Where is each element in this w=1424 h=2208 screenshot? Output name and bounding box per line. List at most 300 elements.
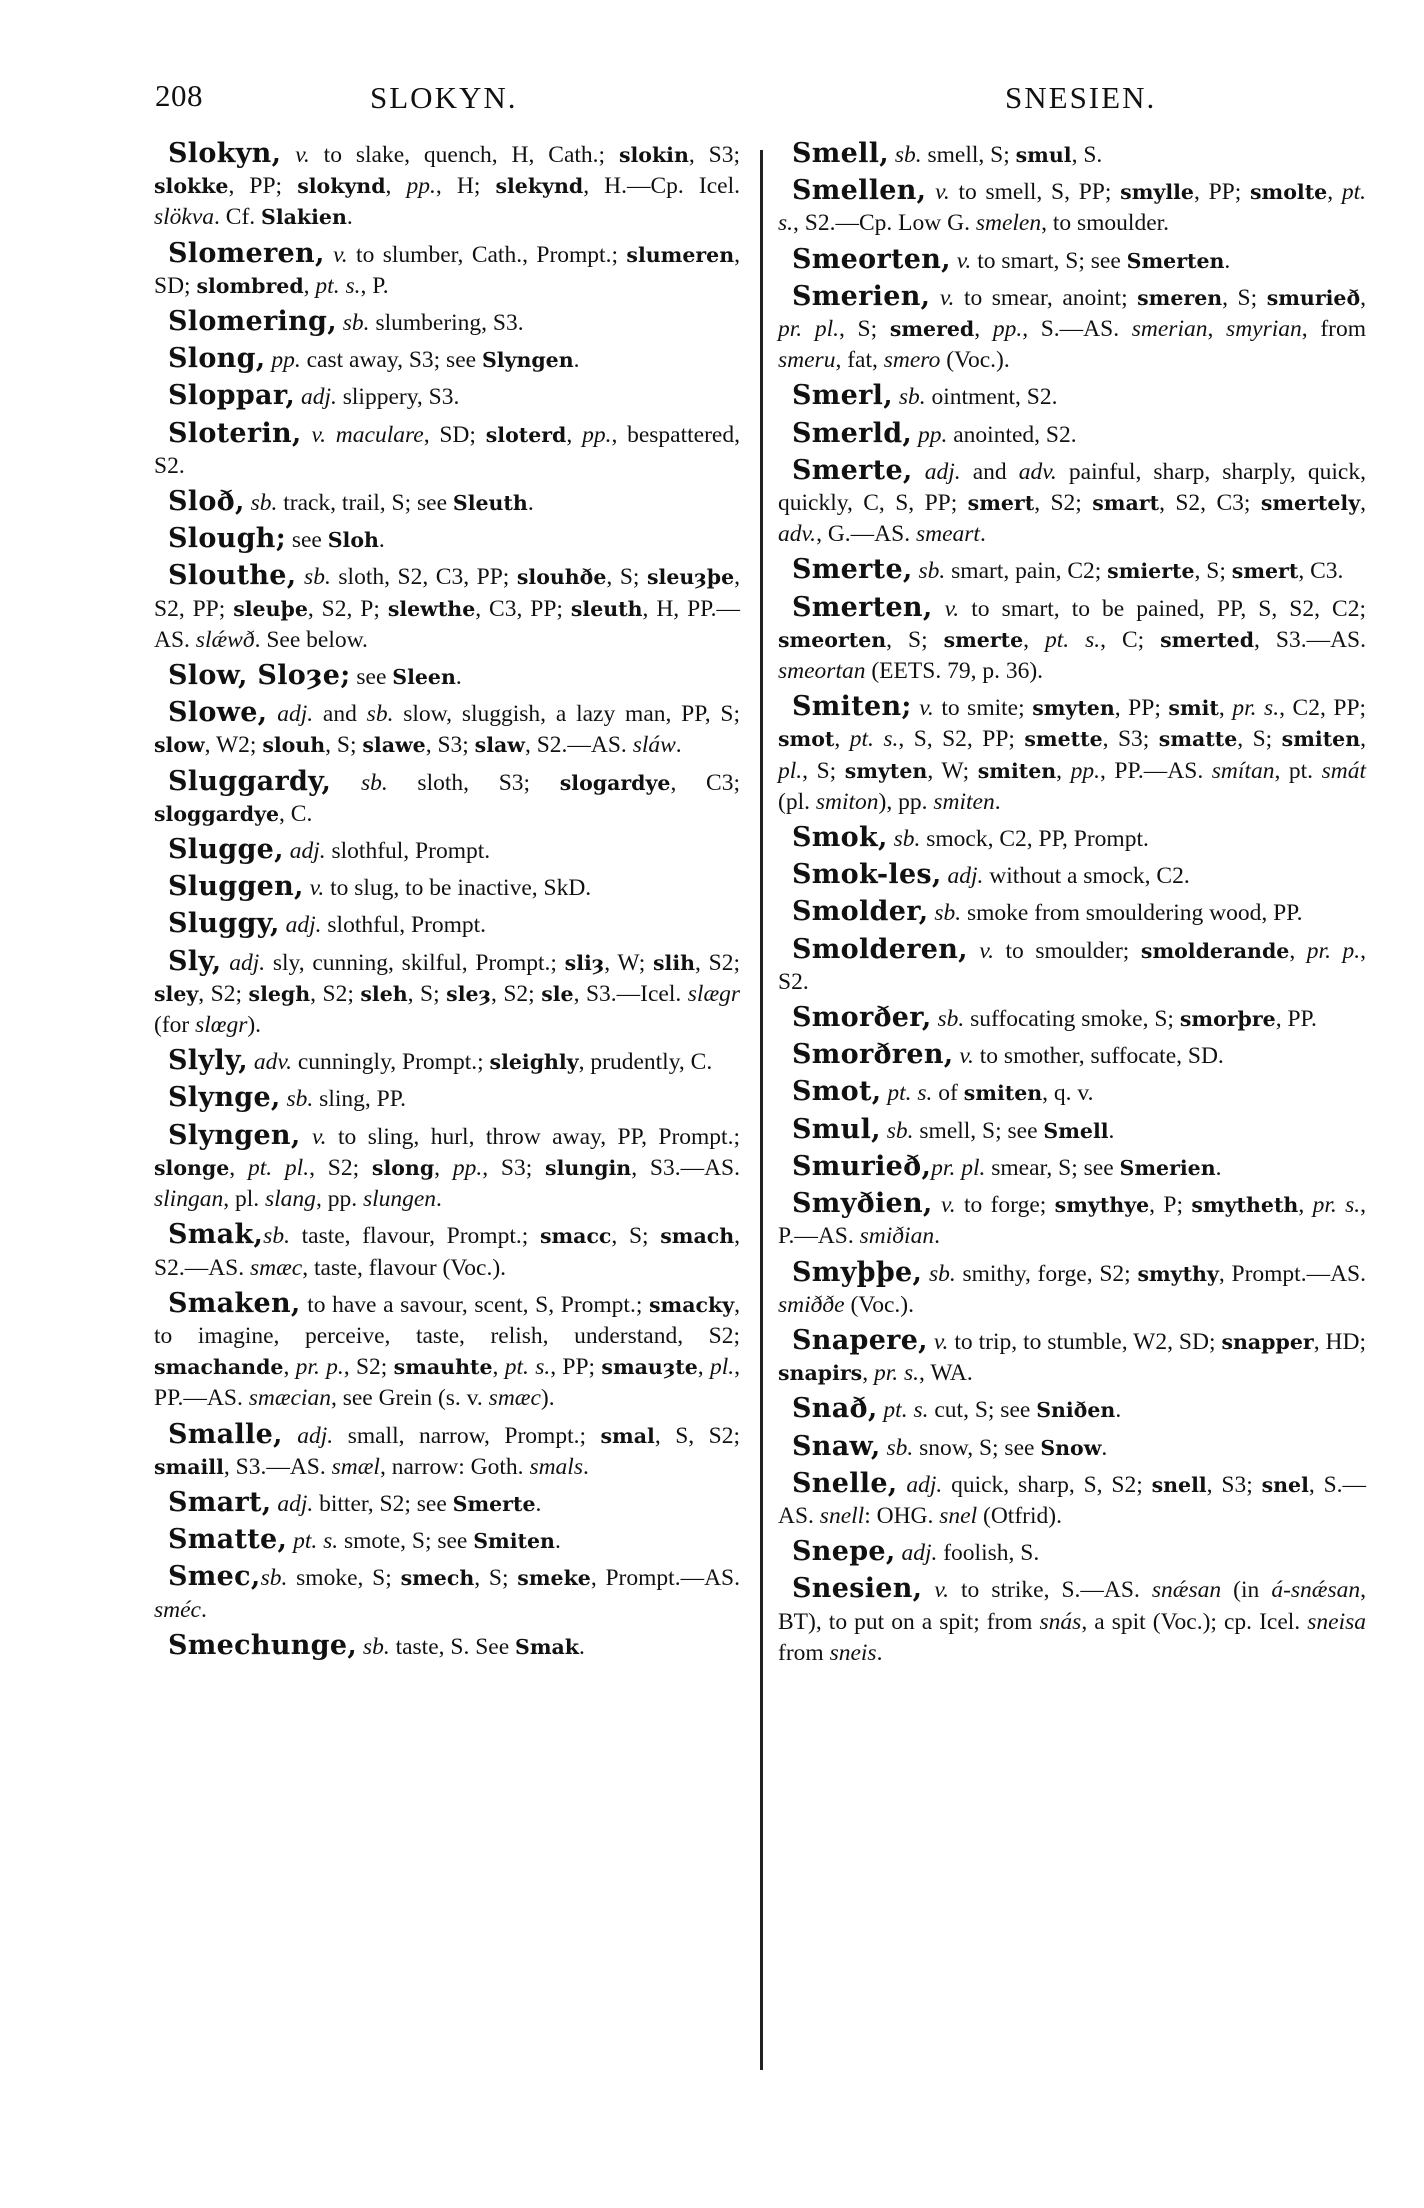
italic-text: smæc bbox=[488, 1385, 541, 1412]
body-text: . bbox=[200, 1596, 207, 1623]
headword: Snepe, bbox=[792, 1536, 896, 1568]
bold-form: smiten bbox=[977, 758, 1057, 783]
headword: Slynge, bbox=[168, 1082, 281, 1114]
dictionary-entry bbox=[154, 238, 740, 302]
body-text: (Voc.). bbox=[844, 1291, 914, 1318]
dictionary-entry bbox=[154, 1045, 740, 1078]
dictionary-entry bbox=[778, 896, 1366, 929]
body-text bbox=[930, 285, 940, 311]
bold-form: Smak bbox=[515, 1634, 580, 1659]
body-text bbox=[301, 1124, 312, 1150]
italic-text: pr. p. bbox=[1306, 937, 1361, 964]
italic-text: pr. pl. bbox=[778, 316, 839, 343]
body-text: . bbox=[1115, 1397, 1122, 1424]
italic-text: sb. bbox=[260, 1565, 288, 1592]
body-text: to smear, anoint; bbox=[954, 284, 1138, 311]
headword: Smechunge, bbox=[168, 1629, 358, 1661]
dictionary-entry bbox=[154, 138, 740, 234]
dictionary-entry bbox=[778, 691, 1366, 818]
bold-form: smeorten bbox=[778, 627, 887, 652]
body-text: , Prompt.—AS. bbox=[590, 1565, 740, 1592]
italic-text: sméc bbox=[154, 1596, 201, 1623]
italic-text: smals bbox=[529, 1453, 583, 1480]
bold-form: smert bbox=[967, 491, 1035, 516]
body-text: smock, C2, PP, Prompt. bbox=[920, 826, 1149, 853]
body-text bbox=[926, 179, 935, 205]
body-text bbox=[933, 1192, 941, 1218]
body-text: . bbox=[675, 732, 682, 759]
italic-text: adv. bbox=[1018, 458, 1057, 485]
body-text: to sling, hurl, throw away, PP, Prompt.; bbox=[326, 1123, 740, 1150]
bold-form: smot bbox=[778, 727, 835, 752]
body-text: , C3, PP; bbox=[475, 595, 571, 622]
body-text: of bbox=[932, 1080, 964, 1107]
body-text: . bbox=[979, 521, 986, 548]
italic-text: sb. bbox=[886, 1117, 914, 1144]
body-text: , H, PP.—AS. bbox=[154, 595, 740, 653]
dictionary-entry bbox=[154, 1219, 740, 1283]
headword: Smak, bbox=[168, 1219, 264, 1251]
body-text: . bbox=[1101, 1434, 1108, 1461]
body-text: , to smoulder. bbox=[1041, 210, 1170, 237]
italic-text: adj. bbox=[947, 863, 984, 890]
italic-text: adj. bbox=[229, 949, 266, 976]
body-text: : OHG. bbox=[864, 1502, 940, 1529]
italic-text: v. bbox=[919, 695, 934, 722]
headword: Smellen, bbox=[792, 175, 927, 207]
bold-form: smauȝte bbox=[601, 1355, 698, 1380]
headword: Smerten, bbox=[792, 591, 933, 623]
body-text: , S.—AS. bbox=[1022, 316, 1132, 343]
body-text: to smite; bbox=[933, 695, 1033, 722]
italic-text: adj. bbox=[300, 384, 337, 411]
bold-form: slewthe bbox=[387, 596, 476, 621]
dictionary-entry bbox=[778, 934, 1366, 998]
dictionary-entry bbox=[154, 660, 740, 693]
headword: Smerl, bbox=[792, 380, 893, 412]
body-text: , P; bbox=[1149, 1192, 1192, 1219]
body-text: , pt. bbox=[1274, 757, 1322, 784]
bold-form: smach bbox=[660, 1224, 735, 1249]
italic-text: smeart bbox=[915, 521, 980, 548]
bold-form: Smerte bbox=[452, 1491, 536, 1516]
italic-text: sb. bbox=[894, 142, 922, 168]
body-text: , S3; bbox=[688, 142, 740, 168]
body-text: , G.—AS. bbox=[816, 521, 916, 548]
italic-text: smítan bbox=[1211, 757, 1275, 784]
dictionary-entry bbox=[778, 1573, 1366, 1669]
body-text bbox=[283, 1423, 298, 1449]
italic-text: v. bbox=[941, 1192, 956, 1219]
headword: Smorðer, bbox=[792, 1002, 932, 1034]
bold-form: smered bbox=[889, 317, 975, 342]
body-text: (pl. bbox=[778, 788, 816, 815]
headword: Smolder, bbox=[792, 896, 929, 928]
italic-text: pt. s. bbox=[849, 726, 899, 753]
headword: Slow, Sloȝe; bbox=[168, 660, 351, 692]
bold-form: slouh bbox=[262, 733, 326, 758]
italic-text: adj. bbox=[297, 1422, 334, 1449]
body-text: . bbox=[573, 347, 580, 374]
italic-text: pp. bbox=[271, 347, 301, 374]
italic-text: adj. bbox=[901, 1540, 938, 1567]
body-text: , bbox=[834, 726, 850, 753]
dictionary-entry bbox=[778, 1325, 1366, 1389]
body-text: see bbox=[350, 664, 393, 691]
body-text: , H.—Cp. Icel. bbox=[583, 173, 740, 200]
italic-text: sb. bbox=[360, 769, 388, 796]
headword: Slough; bbox=[168, 523, 286, 555]
headword: Smalle, bbox=[168, 1418, 283, 1450]
italic-text: smiton bbox=[815, 788, 879, 815]
italic-text: pp. bbox=[1070, 757, 1100, 784]
italic-text: pr. p. bbox=[295, 1354, 344, 1381]
body-text: bitter, S2; see bbox=[313, 1490, 453, 1517]
italic-text: v. bbox=[312, 1123, 327, 1150]
dictionary-entry bbox=[778, 1151, 1366, 1184]
dictionary-entry bbox=[154, 486, 740, 519]
bold-form: snel bbox=[1261, 1472, 1309, 1497]
headword: Smot, bbox=[792, 1076, 882, 1108]
italic-text: pt. s. bbox=[504, 1354, 551, 1381]
body-text bbox=[922, 1261, 929, 1287]
body-text: , PP; bbox=[1193, 179, 1250, 206]
body-text: smell, S; bbox=[921, 142, 1016, 168]
body-text: , S; bbox=[839, 316, 890, 343]
italic-text: smero bbox=[883, 347, 941, 374]
dictionary-entry bbox=[154, 946, 740, 1042]
headword: Sly, bbox=[168, 945, 222, 977]
dictionary-entry bbox=[778, 859, 1366, 892]
bold-form: smacky bbox=[649, 1292, 735, 1317]
body-text: ointment, S2. bbox=[925, 384, 1058, 411]
body-text: and bbox=[313, 701, 367, 728]
italic-text: adv. bbox=[778, 521, 817, 548]
body-text: , from bbox=[1301, 316, 1367, 343]
italic-text: v. bbox=[944, 595, 960, 622]
body-text: , S3.—AS. bbox=[631, 1154, 740, 1181]
body-text: , S, S2, PP; bbox=[898, 726, 1025, 753]
body-text: (EETS. 79, p. 36). bbox=[865, 658, 1044, 685]
bold-form: slegh bbox=[248, 981, 311, 1006]
bold-form: sloterd bbox=[485, 422, 567, 447]
body-text: , S2; bbox=[310, 980, 361, 1007]
body-text: (for bbox=[154, 1012, 196, 1039]
dictionary-entry bbox=[778, 1114, 1366, 1147]
italic-text: sb. bbox=[304, 564, 331, 591]
italic-text: sb. bbox=[934, 900, 962, 927]
headword: Smec, bbox=[168, 1561, 261, 1593]
headword: Slomering, bbox=[168, 306, 337, 338]
body-text: , S2. bbox=[778, 937, 1367, 995]
italic-text: pp. bbox=[992, 316, 1023, 343]
body-text: , SD; bbox=[154, 241, 740, 299]
dictionary-entry bbox=[778, 455, 1366, 551]
bold-form: slaw bbox=[474, 733, 525, 758]
italic-text: v. bbox=[333, 241, 348, 268]
italic-text: v. bbox=[309, 875, 325, 902]
italic-text: slungen bbox=[362, 1186, 437, 1213]
body-text: , see Grein (s. v. bbox=[330, 1385, 489, 1412]
body-text: sloth, S2, C3, PP; bbox=[330, 564, 517, 591]
headword: Slouthe, bbox=[168, 560, 297, 592]
body-text: , pl. bbox=[223, 1186, 265, 1213]
italic-text: pt. s. bbox=[887, 1080, 933, 1107]
bold-form: sle bbox=[541, 981, 574, 1006]
headword: Slugge, bbox=[168, 834, 284, 866]
italic-text: v. maculare bbox=[311, 421, 424, 448]
body-text: cut, S; see bbox=[928, 1397, 1037, 1424]
body-text: slothful, Prompt. bbox=[321, 912, 487, 939]
headword: Smatte, bbox=[168, 1524, 288, 1556]
body-text: , Prompt.—AS. bbox=[1218, 1260, 1366, 1287]
italic-text: smiten bbox=[933, 788, 995, 815]
body-text: , S.—AS. bbox=[778, 1471, 1367, 1529]
body-text: to have a savour, scent, S, Prompt.; bbox=[300, 1291, 649, 1318]
body-text: . Cf. bbox=[214, 204, 262, 231]
body-text: , bbox=[697, 1354, 710, 1381]
body-text: (in bbox=[1221, 1577, 1272, 1604]
italic-text: smerian bbox=[1131, 316, 1208, 343]
bold-form: smal bbox=[600, 1423, 655, 1448]
italic-text: á-snǽsan bbox=[1271, 1577, 1361, 1604]
body-text: to trip, to stumble, W2, SD; bbox=[948, 1328, 1222, 1355]
body-text: smell, S; see bbox=[913, 1117, 1044, 1144]
headword: Slyngen, bbox=[168, 1119, 301, 1151]
body-text: , W; bbox=[927, 757, 978, 784]
body-text: , bbox=[1218, 695, 1233, 722]
body-text: , S3; bbox=[1102, 726, 1159, 753]
italic-text: sb. bbox=[250, 490, 278, 517]
headword: Snelle, bbox=[792, 1467, 898, 1499]
italic-text: adj. bbox=[289, 838, 326, 865]
italic-text: smyrian bbox=[1226, 316, 1302, 343]
italic-text: adj. bbox=[924, 458, 961, 485]
body-text: . bbox=[535, 1490, 542, 1517]
body-text: , S2, P; bbox=[307, 595, 388, 622]
bold-form: sley bbox=[154, 981, 199, 1006]
dictionary-entry bbox=[778, 138, 1366, 171]
bold-form: smech bbox=[400, 1566, 475, 1591]
body-text: (Otfrid). bbox=[977, 1502, 1062, 1529]
body-text: , P. bbox=[360, 272, 389, 299]
body-text: , S; bbox=[407, 980, 447, 1007]
body-text: . bbox=[579, 1633, 585, 1660]
body-text bbox=[922, 1577, 934, 1603]
body-text: , S; bbox=[802, 757, 845, 784]
dictionary-entry bbox=[154, 697, 740, 761]
headword: Smerte, bbox=[792, 454, 913, 486]
dictionary-entry bbox=[154, 1630, 740, 1663]
body-text: , W2; bbox=[204, 732, 263, 759]
italic-text: v. bbox=[934, 1577, 949, 1604]
dictionary-entry bbox=[154, 1524, 740, 1557]
body-text bbox=[913, 459, 925, 485]
dictionary-entry bbox=[154, 1082, 740, 1115]
bold-form: slekynd bbox=[495, 174, 584, 199]
italic-text: snell bbox=[819, 1502, 865, 1529]
body-text: , bbox=[1056, 757, 1071, 784]
italic-text: sb. bbox=[362, 1633, 390, 1660]
body-text: , q. v. bbox=[1042, 1080, 1094, 1107]
body-text: , S2; bbox=[1034, 490, 1093, 517]
body-text: , S; bbox=[606, 564, 648, 591]
dictionary-entry bbox=[154, 1419, 740, 1483]
italic-text: sb. bbox=[937, 1006, 965, 1033]
body-text: to slumber, Cath., Prompt.; bbox=[347, 241, 627, 268]
dictionary-entry bbox=[154, 306, 740, 339]
italic-text: pp. bbox=[582, 421, 612, 448]
body-text: , S3.—Icel. bbox=[573, 980, 688, 1007]
body-text: to smother, suffocate, SD. bbox=[973, 1043, 1224, 1070]
body-text: , bbox=[283, 1354, 296, 1381]
dictionary-entry bbox=[778, 1431, 1366, 1464]
italic-text: pt. pl. bbox=[247, 1154, 310, 1181]
dictionary-entry bbox=[778, 1039, 1366, 1072]
body-text: , bbox=[1360, 726, 1366, 753]
bold-form: smart bbox=[1092, 491, 1160, 516]
headword: Smaken, bbox=[168, 1287, 301, 1319]
dictionary-entry bbox=[778, 1188, 1366, 1252]
body-text: , pp. bbox=[315, 1186, 363, 1213]
body-text: . bbox=[346, 204, 353, 231]
body-text: , bespattered, S2. bbox=[154, 421, 740, 479]
italic-text: pp. bbox=[917, 421, 948, 448]
dictionary-entry bbox=[778, 1536, 1366, 1569]
bold-form: snell bbox=[1151, 1472, 1207, 1497]
bold-form: smolte bbox=[1250, 180, 1328, 205]
running-head-left: SLOKYN. bbox=[370, 80, 518, 115]
body-text: taste, flavour, Prompt.; bbox=[289, 1223, 540, 1250]
body-text bbox=[267, 701, 277, 727]
body-text: cast away, S3; see bbox=[300, 347, 482, 374]
bold-form: smythye bbox=[1054, 1193, 1150, 1218]
italic-text: slang bbox=[265, 1186, 316, 1213]
body-text: , S3.—AS. bbox=[223, 1453, 332, 1480]
italic-text: sb. bbox=[366, 701, 394, 728]
bold-form: smerted bbox=[1160, 627, 1255, 652]
body-text: , BT), to put on a spit; from bbox=[778, 1577, 1366, 1635]
bold-form: smorþre bbox=[1179, 1007, 1276, 1032]
italic-text: sneisa bbox=[1307, 1608, 1366, 1635]
body-text: snow, S; see bbox=[913, 1434, 1041, 1461]
body-text: , PP.—AS. bbox=[1099, 757, 1212, 784]
body-text: , S2; bbox=[198, 980, 249, 1007]
body-text bbox=[281, 142, 295, 168]
italic-text: smiðian bbox=[859, 1223, 935, 1250]
body-text: , S; bbox=[474, 1565, 518, 1592]
body-text bbox=[331, 770, 361, 796]
italic-text: smeortan bbox=[778, 658, 866, 685]
bold-form: slong bbox=[371, 1155, 435, 1180]
dictionary-entry bbox=[778, 380, 1366, 413]
body-text: , bbox=[303, 272, 316, 299]
body-text: . bbox=[436, 1186, 442, 1213]
dictionary-entry bbox=[778, 418, 1366, 451]
body-text: , WA. bbox=[919, 1360, 973, 1387]
headword: Smart, bbox=[168, 1486, 272, 1518]
page-number: 208 bbox=[155, 78, 203, 113]
body-text: ). bbox=[540, 1385, 555, 1412]
bold-form: smaill bbox=[154, 1454, 224, 1479]
body-text: smote, S; see bbox=[338, 1528, 474, 1555]
body-text: , taste, flavour (Voc.). bbox=[302, 1254, 507, 1281]
body-text: , W; bbox=[604, 949, 653, 976]
headword: Smyðien, bbox=[792, 1188, 933, 1220]
body-text: smithy, forge, S2; bbox=[955, 1260, 1138, 1287]
body-text: from bbox=[778, 1639, 830, 1666]
bold-form: Sleuth bbox=[452, 491, 528, 516]
dictionary-entry bbox=[778, 554, 1366, 587]
italic-text: slœgr bbox=[195, 1012, 248, 1039]
body-text: without a smock, C2. bbox=[983, 863, 1190, 890]
headword: Smerld, bbox=[792, 417, 913, 449]
body-text: . bbox=[455, 664, 462, 691]
bold-form: Sniðen bbox=[1036, 1398, 1116, 1423]
body-text: ). bbox=[247, 1012, 262, 1039]
body-text: . bbox=[994, 788, 1001, 815]
dictionary-entry bbox=[154, 908, 740, 941]
body-text: , S2.—AS. bbox=[154, 1223, 740, 1281]
body-text: painful, sharp, sharply, quick, quickly, C, S, PP; bbox=[778, 458, 1366, 517]
running-head-right: SNESIEN. bbox=[1005, 80, 1157, 115]
bold-form: sliȝ bbox=[564, 950, 605, 975]
body-text: , S3; bbox=[482, 1154, 546, 1181]
bold-form: smeren bbox=[1137, 285, 1223, 310]
bold-form: smylle bbox=[1120, 180, 1194, 205]
body-text: , S2; bbox=[695, 949, 740, 976]
body-text: , S; bbox=[1237, 726, 1282, 753]
headword: Smok-les, bbox=[792, 859, 942, 891]
body-text: , PP; bbox=[550, 1354, 602, 1381]
body-text: , S; bbox=[1222, 284, 1267, 311]
body-text: , bbox=[862, 1360, 874, 1387]
body-text: . bbox=[1224, 247, 1231, 274]
headword: Sloterin, bbox=[168, 417, 302, 449]
headword: Smorðren, bbox=[792, 1039, 954, 1071]
italic-text: sb. bbox=[893, 826, 921, 853]
bold-form: smierte bbox=[1107, 559, 1195, 584]
bold-form: smatte bbox=[1158, 727, 1238, 752]
column-divider bbox=[760, 150, 763, 2070]
dictionary-entry bbox=[154, 1288, 740, 1415]
italic-text: pr. s. bbox=[1312, 1192, 1361, 1219]
body-text: to smoulder; bbox=[993, 937, 1141, 964]
bold-form: slokke bbox=[154, 174, 229, 199]
headword: Smok, bbox=[792, 822, 888, 854]
bold-form: smythy bbox=[1137, 1261, 1219, 1286]
dictionary-entry bbox=[778, 1468, 1366, 1532]
body-text: , a spit (Voc.); cp. Icel. bbox=[1081, 1608, 1308, 1635]
body-text: track, trail, S; see bbox=[277, 490, 453, 517]
bold-form: slouhðe bbox=[516, 565, 607, 590]
body-text: smear, S; see bbox=[985, 1154, 1120, 1181]
italic-text: sb. bbox=[263, 1223, 290, 1250]
body-text bbox=[325, 242, 333, 268]
bold-form: Snow bbox=[1040, 1435, 1102, 1460]
italic-text: sb. bbox=[918, 558, 946, 585]
italic-text: v. bbox=[959, 1043, 974, 1070]
body-text: . bbox=[934, 1223, 940, 1250]
body-text: , to imagine, perceive, taste, relish, understand, S2; bbox=[154, 1291, 740, 1349]
body-text bbox=[968, 938, 980, 964]
italic-text: pr. s. bbox=[873, 1360, 920, 1387]
body-text: , S2.—Cp. Low G. bbox=[793, 210, 976, 237]
headword: Smolderen, bbox=[792, 933, 968, 965]
bold-form: snapirs bbox=[778, 1361, 863, 1386]
italic-text: slǽwð bbox=[195, 626, 255, 653]
bold-form: smurieð bbox=[1266, 285, 1361, 310]
